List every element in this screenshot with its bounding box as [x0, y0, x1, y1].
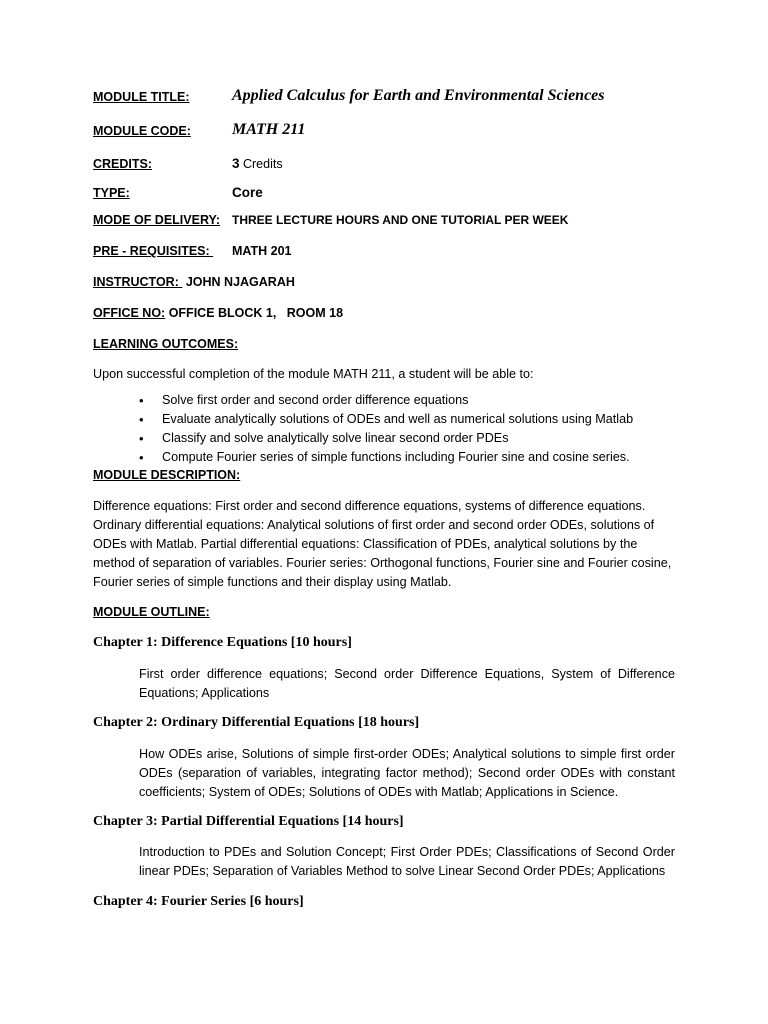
office-value: OFFICE BLOCK 1, ROOM 18 — [168, 306, 344, 320]
type-value: Core — [232, 185, 263, 200]
chapter-3-title: Chapter 3: Partial Differential Equations [14 hours] — [93, 814, 404, 829]
chapter-1-title: Chapter 1: Difference Equations [10 hours] — [93, 635, 352, 650]
office-line — [93, 306, 343, 320]
chapter-3-body: Introduction to PDEs and Solution Concept; First Order PDEs; Classifications of Second Order linear PDEs; Separation of Variables Method to solve Linear Second Order PDEs; Applications — [139, 845, 675, 878]
module-code-value: MATH 211 — [232, 121, 306, 138]
chapter-4-title: Chapter 4: Fourier Series [6 hours] — [93, 894, 304, 909]
learning-outcomes-heading: LEARNING OUTCOMES: — [93, 337, 239, 351]
chapter-2-body: How ODEs arise, Solutions of simple first-order ODEs; Analytical solutions to simple first order ODEs (separation of variables, integrating factor method); Second order ODEs with constant coefficients; System of ODEs; Solutions of ODEs with Matlab; Applications in Science. — [139, 747, 675, 799]
prereq-value: MATH 201 — [232, 244, 292, 258]
delivery-value: THREE LECTURE HOURS AND ONE TUTORIAL PER WEEK — [232, 213, 569, 227]
credits-value — [232, 156, 283, 171]
module-description-heading: MODULE DESCRIPTION: — [93, 468, 241, 482]
type-label: TYPE: — [93, 186, 130, 200]
chapter-2-title: Chapter 2: Ordinary Differential Equations [18 hours] — [93, 715, 420, 730]
list-item: • Solve first order and second order difference equations — [138, 391, 633, 410]
credits-label: CREDITS: — [93, 157, 153, 171]
delivery-label: MODE OF DELIVERY: — [93, 213, 221, 227]
office-label: OFFICE NO: — [93, 306, 166, 320]
learning-outcomes-intro: Upon successful completion of the module MATH 211, a student will be able to: — [93, 367, 534, 381]
list-item: • Compute Fourier series of simple functions including Fourier sine and cosine series. — [138, 448, 633, 467]
list-item: • Evaluate analytically solutions of ODEs and well as numerical solutions using Matlab — [138, 410, 633, 429]
learning-outcomes-list — [138, 391, 633, 467]
credits-number: 3 — [232, 156, 240, 171]
credits-unit: Credits — [239, 157, 283, 171]
prereq-label: PRE - REQUISITES: — [93, 244, 214, 258]
module-description-text: Difference equations: First order and second difference equations, systems of difference equations. Ordinary differential equations: Analytical solutions of first order and second order ODEs, solutions of ODEs with Matlab. Partial differential equations: Classification of PDEs, analytical solutions by the method of separation of variables. Fourier series: Orthogonal functions, Fourier sine and Fourier cosine, Fourier series of simple functions and their display using Matlab. — [93, 499, 672, 589]
list-item: • Classify and solve analytically solve linear second order PDEs — [138, 429, 633, 448]
instructor-value: JOHN NJAGARAH — [185, 275, 295, 289]
instructor-label: INSTRUCTOR: — [93, 275, 183, 289]
module-outline-heading: MODULE OUTLINE: — [93, 605, 210, 619]
module-title-value: Applied Calculus for Earth and Environmental Sciences — [232, 87, 605, 104]
module-code-label: MODULE CODE: — [93, 124, 191, 138]
instructor-line — [93, 275, 295, 289]
module-title-label: MODULE TITLE: — [93, 90, 190, 104]
chapter-1-body: First order difference equations; Second order Difference Equations, System of Difference Equations; Applications — [139, 667, 675, 700]
